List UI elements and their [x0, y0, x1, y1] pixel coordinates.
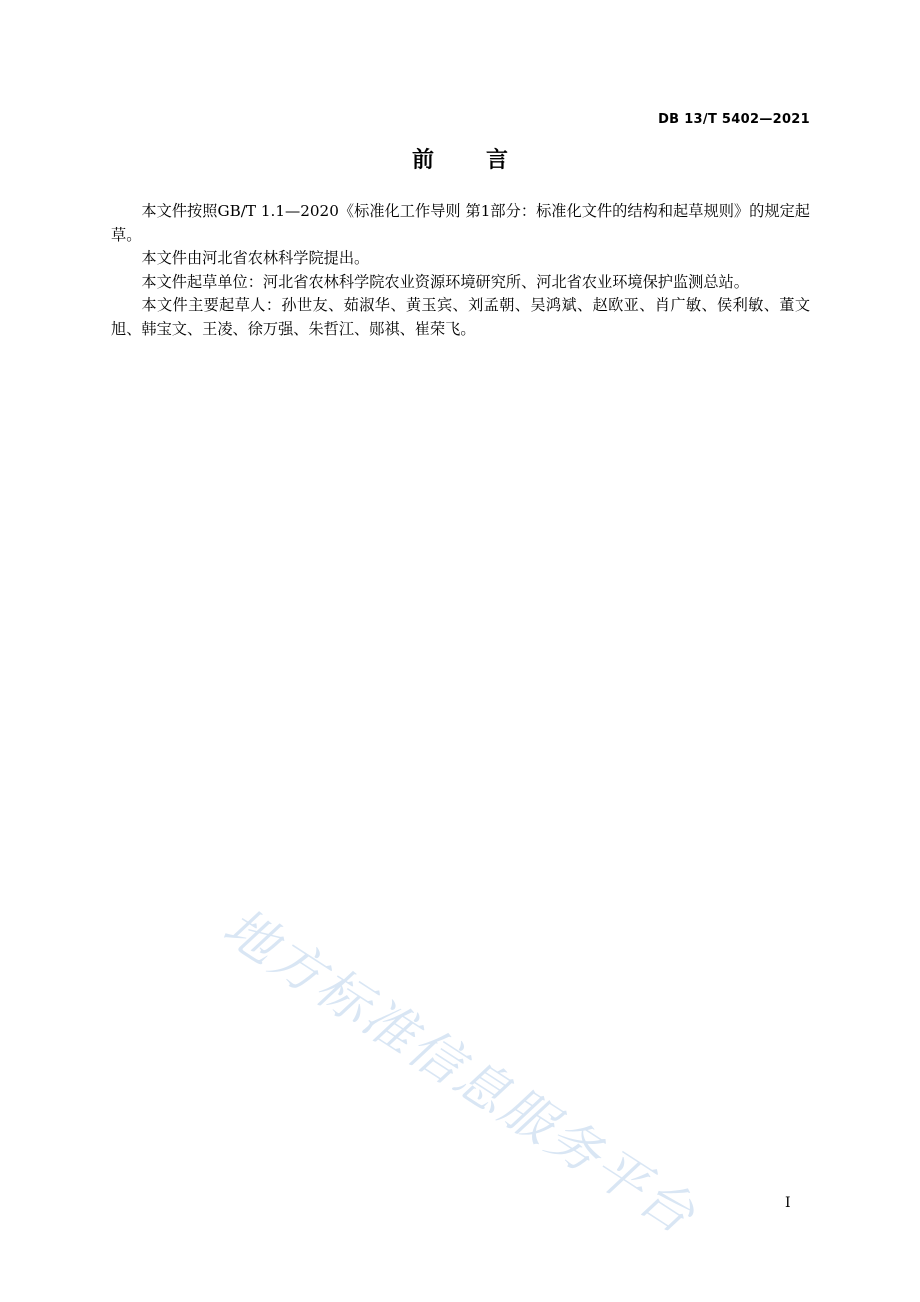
paragraph-drafters: 本文件主要起草人：孙世友、茹淑华、黄玉宾、刘孟朝、吴鸿斌、赵欧亚、肖广敏、侯利敏、董文旭、韩宝文、王凌、徐万强、朱哲江、郧祺、崔荣飞。 — [111, 296, 810, 338]
document-code: DB 13/T 5402—2021 — [658, 112, 810, 127]
page-title-char-1: 前 — [411, 148, 434, 173]
page-title-char-2: 言 — [486, 148, 509, 173]
page-title — [0, 143, 920, 174]
watermark: 地方标准信息服务平台 — [212, 896, 707, 1247]
paragraph-proposer: 本文件由河北省农林科学院提出。 — [141, 249, 370, 267]
paragraph-drafting-units: 本文件起草单位：河北省农林科学院农业资源环境研究所、河北省农业环境保护监测总站。 — [141, 272, 749, 291]
foreword-body — [111, 200, 810, 341]
page-number: I — [785, 1195, 791, 1211]
paragraph-drafting-rule: 本文件按照GB/T 1.1—2020《标准化工作导则 第1部分：标准化文件的结构和起草规则》的规定起草。 — [111, 202, 810, 244]
